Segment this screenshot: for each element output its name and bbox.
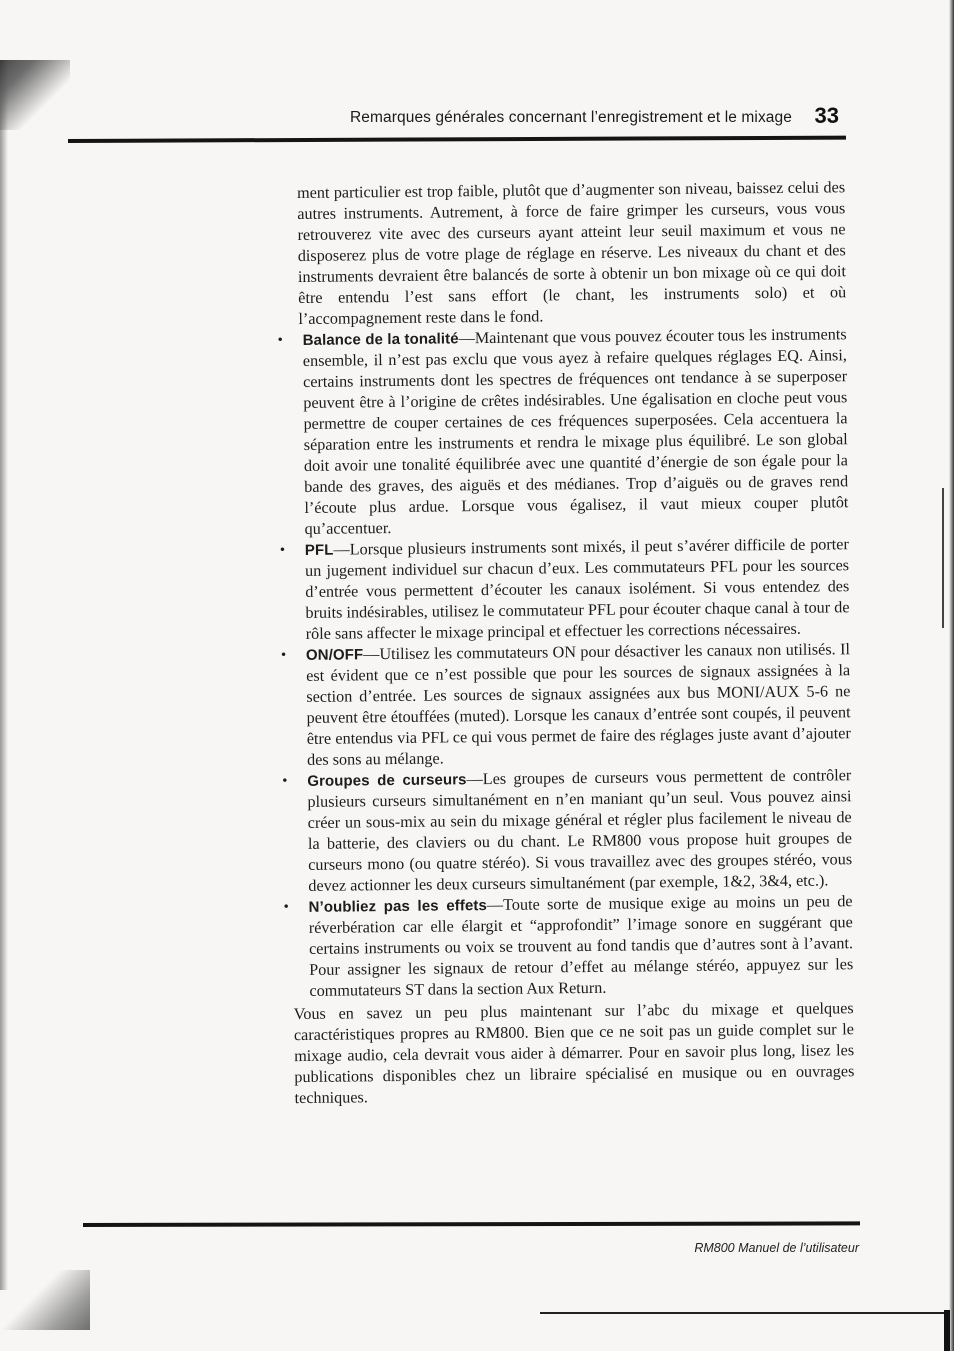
bullet-text: —Les groupes de curseurs vous permettent de contrôler plusieurs curseurs simultanément en n’en maniant qu’un seul. Vous pouvez ainsi créer un sous-mix au sein du mixage général et régler plus facilement le niveau de la batterie, des claviers ou du chant. Le RM800 vous propose huit groupes de curseurs mono (ou quatre stéréo). Si vous travaillez avec des groupes stéréo, vous devez actionner les deux curseurs simultanément (par exemple, 1&2, 3&4, etc.). — [307, 766, 853, 895]
running-header — [350, 103, 845, 133]
body-text — [277, 177, 855, 1109]
bullet-dot: • — [279, 542, 286, 559]
bullet-list — [277, 324, 854, 1002]
bullet-item-pfl — [279, 534, 850, 645]
bullet-term: ON/OFF — [305, 646, 364, 664]
bullet-text: —Toute sorte de musique exige au moins un peu de réverbération car elle élargit et “approfondit” l’image sonore en suggérant que certains instruments ou voix se trouvent au fond tandis que d’autres sont à l’avant. Pour assigner les signaux de retour d’effet au mélange stéréo, appuyez sur les commutateurs ST dans la section Aux Return. — [308, 892, 854, 1000]
scan-shadow-right — [949, 0, 954, 1351]
bullet-text: —Maintenant que vous pouvez écouter tous les instruments ensemble, il n’est pas exclu que vous ayez à refaire quelques réglages EQ. Ainsi, certains instruments dont les spectres de fréquences ont tendance à se superposer peuvent être à l’origine de crêtes indésirables. Une égalisation en cloche peut vous permettre de couper certaines de ces fréquences superposées. Cela accentuera la séparation entre les instruments et rendra le mixage plus équilibré. Le son global doit avoir une tonalité équilibrée avec une quantité d’énergie de son égale pour la bande des graves, des aiguës et des médianes. Trop d’aiguës ou de graves rend l’écoute plus ardue. Lorsque vous égalisez, il vaut mieux couper plutôt qu’accentuer. — [302, 325, 849, 538]
bullet-item-balance — [277, 324, 849, 540]
closing-paragraph: Vous en savez un peu plus maintenant sur l’abc du mixage et quelques caractéristiques propres au RM800. Bien que ce ne soit pas un guide complet sur le mixage audio, cela devrait vous aider à démarrer. Pour en savoir plus long, lisez les publications disponibles chez un libraire spécialisé en musique ou en ouvrages techniques. — [293, 999, 855, 1108]
bullet-text: —Lorsque plusieurs instruments sont mixés, il peut s’avérer difficile de porter un jugement individuel sur chacun d’eux. Les commutateurs PFL pour les sources d’entrée vous permettent d’écouter les canaux isolément. Si vous entendez des bruits indésirables, utilisez le commutateur PFL pour écouter chaque canal à tour de rôle sans affecter le mixage principal et effectuer les corrections nécessaires. — [304, 535, 850, 643]
footer-text: RM800 Manuel de l’utilisateur — [694, 1241, 859, 1255]
scan-shadow-bottom-left — [0, 1270, 90, 1330]
bullet-text: —Utilisez les commutateurs ON pour désactiver les canaux non utilisés. Il est évident que ce n’est possible que pour les sources de signaux assignées à la section d’entrée. Les sources de signaux assignées aux bus MONI/AUX 5-6 ne peuvent être étouffées (muted). Lorsque les canaux d’entrée sont coupés, il peuvent être entendus via PFL ce qui vous permet de faire des réglages juste avant d’ajouter des sons au mélange. — [306, 640, 851, 769]
scan-mark-corner — [944, 1310, 950, 1351]
bullet-dot: • — [277, 332, 283, 349]
footer-rule — [83, 1221, 860, 1227]
bullet-term: Balance de la tonalité — [302, 330, 459, 349]
page-number: 33 — [814, 103, 839, 128]
bullet-dot: • — [283, 899, 289, 916]
bullet-term: N’oubliez pas les effets — [308, 897, 487, 916]
header-title: Remarques générales concernant l’enregistrement et le mixage — [350, 109, 792, 126]
bullet-term: PFL — [304, 541, 334, 559]
scan-mark-bottom — [540, 1312, 950, 1314]
bullet-term: Groupes de curseurs — [307, 771, 467, 790]
bullet-dot: • — [282, 773, 288, 790]
intro-paragraph: ment particulier est trop faible, plutôt que d’augmenter son niveau, baissez celui des autres instruments. Autrement, à force de faire grimper les curseurs, vous vous retrouverez vite avec des curseurs ayant atteint leur seuil maximum et vous ne disposerez plus de votre plage de réglage en réserve. Les niveaux du chant et des instruments devraient être balancés de sorte à obtenir un bon mixage où ce qui doit être entendu l’est sans effort (le chant, les instruments solo) et où l’accompagnement reste dans le fond. — [297, 178, 847, 328]
scan-mark-right — [942, 488, 944, 628]
bullet-item-on-off — [280, 639, 851, 771]
scan-shadow-left — [0, 60, 8, 1290]
bullet-dot: • — [280, 647, 287, 664]
bullet-item-effects — [283, 891, 854, 1002]
bullet-item-groups — [282, 765, 853, 897]
header-rule — [68, 136, 846, 143]
scan-shadow-top-left — [0, 60, 70, 130]
